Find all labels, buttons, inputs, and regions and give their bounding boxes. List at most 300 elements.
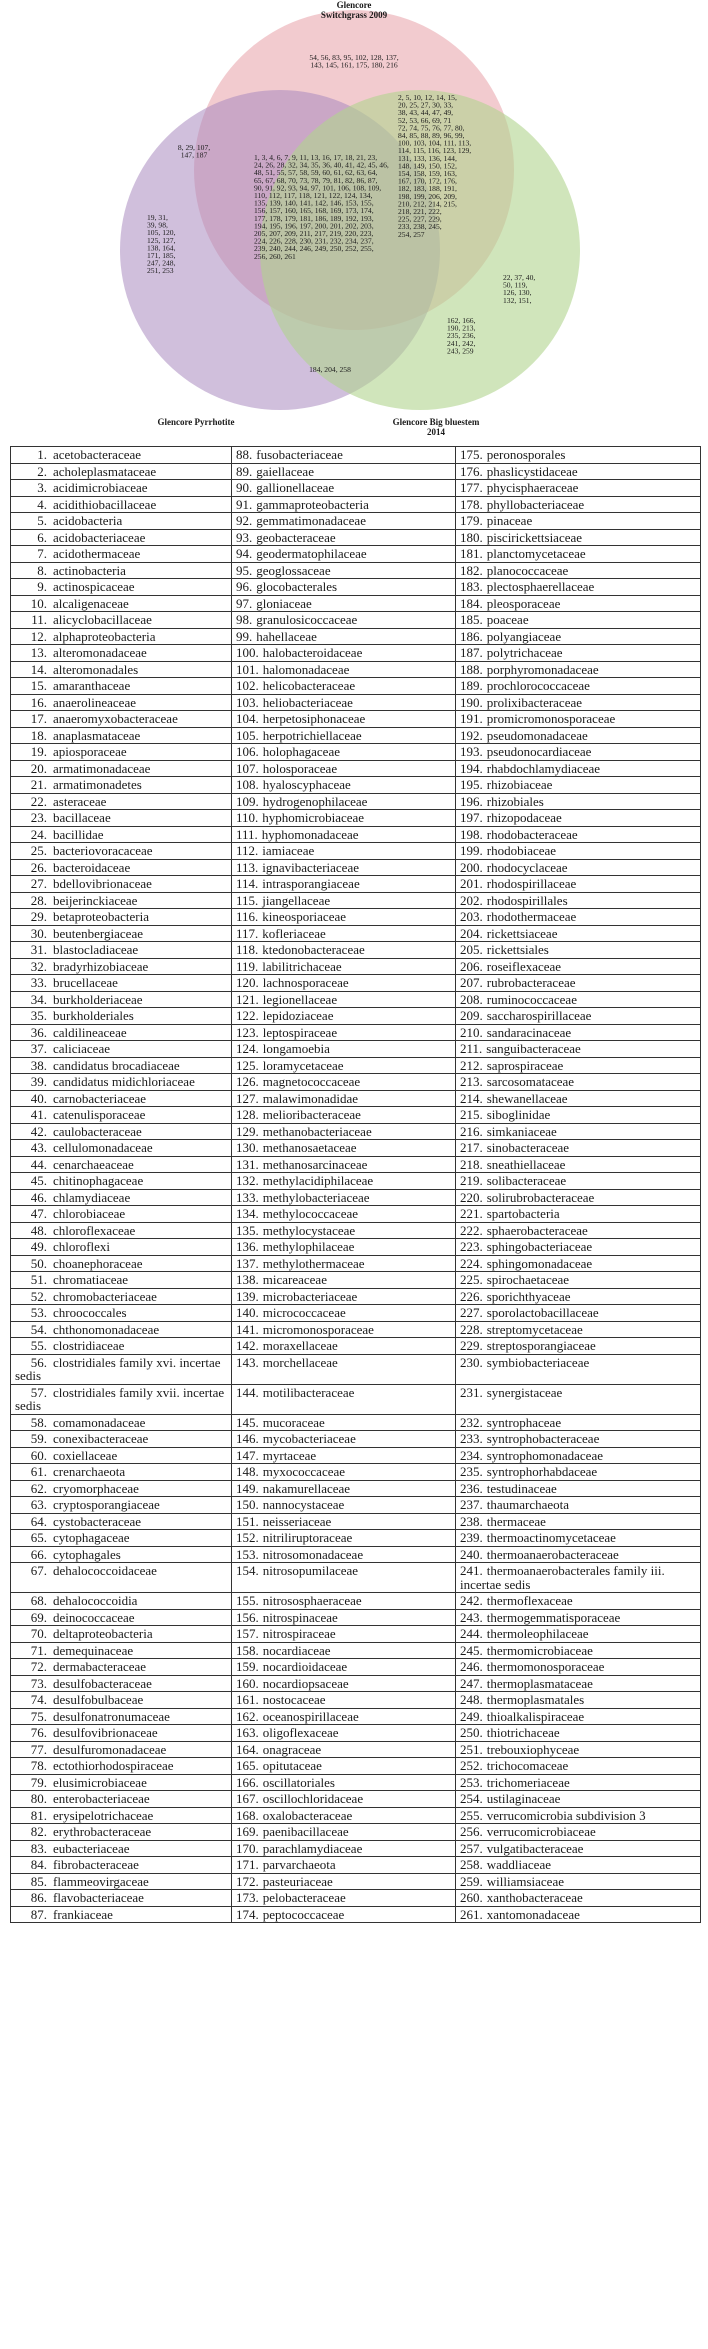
taxon-name: chlorobiaceae (53, 1206, 126, 1221)
table-cell (11, 727, 232, 744)
table-row (11, 1272, 701, 1289)
taxon-name: gloniaceae (256, 595, 312, 611)
taxon-name: iamiaceae (262, 843, 315, 858)
table-cell (456, 1642, 701, 1659)
taxon-number: 121. (236, 991, 259, 1007)
table-row (11, 1708, 701, 1725)
taxon-number: 232. (460, 1414, 483, 1430)
taxon-name: nakamurellaceae (262, 1480, 351, 1496)
table-cell (232, 678, 456, 695)
taxon-name: simkaniaceae (486, 1123, 557, 1139)
taxon-name: thermogemmatisporaceae (486, 1609, 621, 1625)
taxon-number: 203. (460, 909, 483, 924)
table-cell (456, 1074, 701, 1091)
table-row (11, 843, 701, 860)
taxon-number: 137. (236, 1255, 259, 1271)
taxon-number: 225. (460, 1272, 483, 1287)
pyrrhotite-title: Glencore Pyrrhotite (157, 417, 235, 427)
taxon-name: acidobacteriaceae (53, 529, 146, 545)
taxon-name: caliciaceae (53, 1041, 110, 1056)
taxon-number: 224. (460, 1255, 483, 1271)
taxon-number: 82. (30, 1824, 47, 1839)
region-line: 100, 103, 104, 111, 113, (398, 138, 472, 148)
taxon-number: 164. (236, 1741, 259, 1757)
taxon-name: poaceae (486, 612, 529, 627)
switchgrass-subtitle: Switchgrass 2009 (320, 10, 388, 20)
table-cell (456, 942, 701, 959)
table-cell (11, 562, 232, 579)
taxon-name: flavobacteriaceae (53, 1890, 144, 1905)
taxon-number: 128. (236, 1107, 259, 1122)
taxon-name: helicobacteraceae (262, 678, 356, 693)
taxon-number: 123. (236, 1024, 259, 1040)
table-cell (11, 1140, 232, 1157)
table-cell (11, 876, 232, 893)
taxon-name: alphaproteobacteria (53, 628, 156, 644)
taxon-number: 174. (236, 1906, 259, 1922)
table-cell (232, 628, 456, 645)
taxon-name: desulfobulbaceae (53, 1692, 144, 1707)
table-cell (232, 727, 456, 744)
taxon-name: chthonomonadaceae (53, 1321, 160, 1337)
taxon-number: 12. (30, 628, 47, 644)
table-cell (232, 1497, 456, 1514)
table-cell (456, 991, 701, 1008)
taxon-name: methylothermaceae (262, 1255, 365, 1271)
taxon-name: cytophagaceae (53, 1530, 130, 1545)
table-row (11, 1906, 701, 1923)
table-row (11, 447, 701, 464)
taxon-name: hydrogenophilaceae (262, 793, 368, 809)
table-cell (456, 513, 701, 530)
taxon-name: kineosporiaceae (262, 909, 347, 924)
table-cell (232, 447, 456, 464)
region-line: 24, 26, 28, 32, 34, 35, 36, 40, 41, 42, 45, 46, (254, 160, 389, 170)
taxon-name: holophagaceae (262, 744, 340, 759)
taxon-name: pelobacteraceae (262, 1890, 346, 1905)
table-cell (11, 1480, 232, 1497)
taxon-number: 140. (236, 1305, 259, 1320)
taxon-name: caldilineaceae (53, 1024, 127, 1040)
taxon-number: 158. (236, 1642, 259, 1658)
table-row (11, 777, 701, 794)
table-row (11, 1041, 701, 1058)
table-cell (232, 1609, 456, 1626)
taxon-name: intrasporangiaceae (262, 876, 360, 891)
taxon-name: synergistaceae (486, 1384, 563, 1400)
taxon-number: 221. (460, 1206, 483, 1221)
table-cell (11, 1107, 232, 1124)
taxon-number: 101. (236, 661, 259, 677)
taxon-number: 175. (460, 447, 483, 462)
taxon-number: 120. (236, 975, 259, 990)
taxon-number: 142. (236, 1338, 259, 1353)
taxon-number: 187. (460, 645, 483, 660)
table-cell (232, 694, 456, 711)
table-cell (232, 1189, 456, 1206)
taxon-name: rhodobacteraceae (486, 826, 578, 842)
taxon-number: 212. (460, 1057, 483, 1073)
table-cell (456, 1480, 701, 1497)
table-row (11, 810, 701, 827)
taxon-name: sanguibacteraceae (486, 1041, 581, 1056)
taxon-number: 132. (236, 1173, 259, 1188)
table-cell (456, 1156, 701, 1173)
table-cell (232, 1692, 456, 1709)
region-line: 138, 164, (147, 243, 176, 253)
table-cell (232, 661, 456, 678)
table-cell (232, 1563, 456, 1593)
table-row (11, 546, 701, 563)
table-cell (11, 942, 232, 959)
taxon-name: malawimonadidae (262, 1090, 359, 1106)
region-pyrrhotite-bluestem (309, 365, 351, 374)
table-row (11, 645, 701, 662)
taxon-number: 6. (37, 529, 47, 545)
taxon-name: pseudonocardiaceae (486, 744, 592, 759)
taxon-name: beutenbergiaceae (53, 925, 143, 941)
taxon-number: 213. (460, 1074, 483, 1089)
table-row (11, 1074, 701, 1091)
taxon-name: microbacteriaceae (262, 1288, 358, 1304)
table-cell (232, 942, 456, 959)
table-row (11, 579, 701, 596)
table-cell (11, 1758, 232, 1775)
table-cell (232, 975, 456, 992)
taxon-name: thermoplasmatales (486, 1692, 585, 1707)
table-cell (456, 1906, 701, 1923)
taxon-name: streptosporangiaceae (486, 1338, 596, 1353)
table-cell (456, 480, 701, 497)
taxon-number: 193. (460, 744, 483, 759)
table-cell (232, 810, 456, 827)
taxon-name: solibacteraceae (486, 1173, 567, 1188)
taxon-number: 153. (236, 1546, 259, 1562)
taxon-name: polyangiaceae (486, 628, 562, 644)
table-cell (11, 1791, 232, 1808)
taxon-name: rickettsiales (486, 942, 549, 957)
table-row (11, 1692, 701, 1709)
table-cell (456, 1321, 701, 1338)
table-cell (11, 546, 232, 563)
table-cell (232, 892, 456, 909)
taxon-name: dehalococcoidaceae (53, 1563, 157, 1578)
table-cell (232, 1824, 456, 1841)
taxon-name: cytophagales (53, 1546, 121, 1562)
taxon-number: 162. (236, 1708, 259, 1724)
taxon-name: phyllobacteriaceae (486, 496, 585, 512)
table-cell (11, 1024, 232, 1041)
table-cell (232, 826, 456, 843)
taxon-name: herpotrichiellaceae (262, 727, 362, 743)
taxon-name: eubacteriaceae (53, 1840, 130, 1856)
table-cell (232, 546, 456, 563)
taxon-name: opitutaceae (262, 1758, 322, 1773)
table-cell (456, 1354, 701, 1384)
table-row (11, 513, 701, 530)
taxon-number: 217. (460, 1140, 483, 1155)
taxon-name: chitinophagaceae (53, 1173, 144, 1188)
taxon-name: trichomeriaceae (486, 1774, 570, 1790)
taxon-number: 118. (236, 942, 259, 957)
table-row (11, 1758, 701, 1775)
taxon-name: sphaerobacteraceae (486, 1222, 588, 1238)
taxon-number: 110. (236, 810, 259, 825)
taxon-name: ectothiorhodospiraceae (53, 1758, 174, 1773)
table-cell (232, 1659, 456, 1676)
taxon-number: 30. (30, 925, 47, 941)
taxon-name: nocardiaceae (262, 1642, 331, 1658)
region-line: 235, 236, (447, 331, 476, 341)
taxon-number: 235. (460, 1464, 483, 1479)
taxon-name: methanosaetaceae (262, 1140, 357, 1155)
table-row (11, 793, 701, 810)
taxon-number: 233. (460, 1431, 483, 1446)
taxon-number: 194. (460, 760, 483, 776)
taxon-number: 160. (236, 1675, 259, 1691)
region-line: 167, 170, 172, 176, (398, 176, 457, 186)
taxon-name: herpetosiphonaceae (262, 711, 366, 726)
table-row (11, 760, 701, 777)
taxon-number: 124. (236, 1041, 259, 1056)
table-cell (456, 1563, 701, 1593)
table-cell (232, 1074, 456, 1091)
taxon-number: 247. (460, 1675, 483, 1691)
table-cell (232, 1873, 456, 1890)
table-cell (232, 1708, 456, 1725)
taxon-name: phycisphaeraceae (486, 480, 579, 495)
taxon-name: nocardioidaceae (262, 1659, 348, 1674)
table-cell (11, 1906, 232, 1923)
taxon-number: 169. (236, 1824, 259, 1839)
taxon-number: 200. (460, 859, 483, 875)
taxon-number: 95. (236, 562, 253, 578)
table-cell (11, 595, 232, 612)
taxon-number: 69. (30, 1609, 47, 1625)
taxon-name: micrococcaceae (262, 1305, 346, 1320)
region-line: 182, 183, 188, 191, (398, 184, 457, 194)
taxon-number: 146. (236, 1431, 259, 1446)
table-cell (232, 1906, 456, 1923)
taxon-number: 52. (30, 1288, 47, 1304)
region-line: 105, 120, (147, 228, 176, 238)
region-switchgrass-pyrrhotite (178, 143, 210, 160)
taxon-number: 249. (460, 1708, 483, 1724)
table-cell (11, 958, 232, 975)
region-line: 171, 185, (147, 251, 176, 260)
table-cell (232, 859, 456, 876)
table-cell (456, 1024, 701, 1041)
table-cell (11, 859, 232, 876)
table-cell (232, 1480, 456, 1497)
table-cell (456, 1692, 701, 1709)
taxon-name: shewanellaceae (486, 1090, 568, 1106)
taxon-number: 154. (236, 1563, 259, 1578)
table-row (11, 975, 701, 992)
taxon-number: 28. (30, 892, 47, 908)
taxon-number: 41. (30, 1107, 47, 1122)
table-cell (11, 1206, 232, 1223)
taxon-name: siboglinidae (486, 1107, 551, 1122)
taxon-name: coxiellaceae (53, 1447, 118, 1463)
taxon-name: acidimicrobiaceae (53, 480, 148, 495)
taxon-name: burkholderiales (53, 1008, 134, 1023)
taxon-number: 220. (460, 1189, 483, 1205)
table-cell (11, 1057, 232, 1074)
table-cell (232, 1107, 456, 1124)
taxon-number: 25. (30, 843, 47, 858)
taxon-number: 71. (30, 1642, 47, 1658)
taxon-name: myrtaceae (262, 1447, 317, 1463)
taxon-number: 188. (460, 661, 483, 677)
table-cell (456, 1239, 701, 1256)
table-cell (11, 1675, 232, 1692)
taxon-number: 42. (30, 1123, 47, 1139)
table-row (11, 480, 701, 497)
taxon-number: 77. (30, 1741, 47, 1757)
table-cell (232, 1675, 456, 1692)
taxon-number: 62. (30, 1480, 47, 1496)
taxon-number: 223. (460, 1239, 483, 1254)
table-row (11, 1107, 701, 1124)
table-cell (11, 645, 232, 662)
taxon-number: 170. (236, 1840, 259, 1856)
region-line: 210, 212, 214, 215, (398, 199, 457, 209)
taxon-name: erythrobacteraceae (53, 1824, 152, 1839)
taxon-number: 22. (30, 793, 47, 809)
taxon-name: actinospicaceae (53, 579, 135, 594)
table-cell (11, 1609, 232, 1626)
table-cell (456, 1447, 701, 1464)
taxon-number: 16. (30, 694, 47, 710)
taxon-number: 54. (30, 1321, 47, 1337)
table-cell (232, 1384, 456, 1414)
taxon-name: halomonadaceae (262, 661, 350, 677)
taxon-name: anaplasmataceae (53, 727, 141, 743)
table-row (11, 496, 701, 513)
taxon-name: xantomonadaceae (486, 1906, 580, 1922)
table-cell (456, 595, 701, 612)
taxon-name: solirubrobacteraceae (486, 1189, 595, 1205)
taxon-number: 86. (30, 1890, 47, 1905)
taxon-number: 171. (236, 1857, 259, 1872)
table-cell (232, 925, 456, 942)
table-cell (11, 529, 232, 546)
table-row (11, 1791, 701, 1808)
table-cell (11, 1255, 232, 1272)
taxon-name: paenibacillaceae (262, 1824, 349, 1839)
taxon-name: nitriliruptoraceae (262, 1530, 353, 1545)
table-row (11, 1546, 701, 1563)
table-row (11, 1255, 701, 1272)
table-cell (11, 1156, 232, 1173)
taxon-name: verrucomicrobiaceae (486, 1824, 596, 1839)
taxon-name: rhizobiales (486, 793, 544, 809)
taxon-number: 24. (30, 826, 47, 842)
taxon-name: cenarchaeaceae (53, 1156, 134, 1172)
taxon-name: cystobacteraceae (53, 1513, 142, 1529)
table-cell (11, 480, 232, 497)
table-cell (456, 1741, 701, 1758)
table-cell (232, 562, 456, 579)
taxon-name: lepidoziaceae (262, 1008, 334, 1023)
region-line: 184, 204, 258 (309, 365, 351, 374)
table-cell (11, 760, 232, 777)
taxon-number: 10. (30, 595, 47, 611)
table-cell (456, 1338, 701, 1355)
taxon-number: 96. (236, 579, 253, 594)
taxon-number: 135. (236, 1222, 259, 1238)
table-row (11, 1464, 701, 1481)
taxon-name: moraxellaceae (262, 1338, 338, 1353)
taxon-name: caulobacteraceae (53, 1123, 142, 1139)
taxon-name: sneathiellaceae (486, 1156, 566, 1172)
taxon-name: verrucomicrobia subdivision 3 (486, 1807, 646, 1823)
taxon-name: burkholderiaceae (53, 991, 143, 1007)
table-row (11, 1024, 701, 1041)
table-cell (456, 1708, 701, 1725)
taxon-name: ruminococcaceae (486, 991, 577, 1007)
taxon-name: rhodospirillaceae (486, 876, 577, 891)
taxon-number: 159. (236, 1659, 259, 1674)
taxon-name: melioribacteraceae (262, 1107, 361, 1122)
taxon-name: peptococcaceae (262, 1906, 345, 1922)
taxon-name: sporichthyaceae (486, 1288, 571, 1304)
taxon-name: labilitrichaceae (262, 958, 342, 974)
table-cell (456, 628, 701, 645)
taxon-number: 204. (460, 925, 483, 941)
table-cell (456, 711, 701, 728)
table-cell (11, 1840, 232, 1857)
region-line: 65, 67, 68, 70, 73, 78, 79, 81, 82, 86, 87, (254, 175, 378, 185)
taxon-name: thaumarchaeota (486, 1497, 570, 1512)
taxon-name: heliobacteriaceae (262, 694, 353, 710)
taxon-name: cryomorphaceae (53, 1480, 139, 1496)
taxon-name: deltaproteobacteria (53, 1626, 153, 1641)
table-row (11, 1239, 701, 1256)
taxon-number: 112. (236, 843, 259, 858)
table-row (11, 1659, 701, 1676)
taxon-name: kofleriaceae (262, 925, 326, 941)
table-row (11, 727, 701, 744)
taxon-name: demequinaceae (53, 1642, 134, 1658)
table-row (11, 1741, 701, 1758)
table-cell (232, 760, 456, 777)
taxon-number: 99. (236, 628, 253, 644)
table-row (11, 1156, 701, 1173)
taxon-name: thermoplasmataceae (486, 1675, 593, 1691)
table-cell (232, 1288, 456, 1305)
taxon-name: onagraceae (262, 1741, 322, 1757)
region-line: 22, 37, 40, (503, 273, 536, 282)
taxon-name: cryptosporangiaceae (53, 1497, 160, 1512)
taxon-number: 163. (236, 1725, 259, 1740)
taxon-name: geodermatophilaceae (256, 546, 367, 561)
taxon-number: 141. (236, 1321, 259, 1337)
table-cell (11, 1497, 232, 1514)
table-row (11, 1173, 701, 1190)
taxon-number: 83. (30, 1840, 47, 1856)
taxon-name: elusimicrobiaceae (53, 1774, 147, 1790)
taxon-name: polytrichaceae (486, 645, 563, 660)
table-cell (232, 595, 456, 612)
table-cell (232, 1041, 456, 1058)
taxon-name: gammaproteobacteria (256, 496, 369, 512)
taxon-number: 179. (460, 513, 483, 528)
taxon-name: clostridiales family xvi. incertae sedis (15, 1354, 221, 1383)
taxon-number: 87. (30, 1906, 47, 1922)
region-line: 239, 240, 244, 246, 249, 250, 252, 255, (254, 244, 374, 254)
